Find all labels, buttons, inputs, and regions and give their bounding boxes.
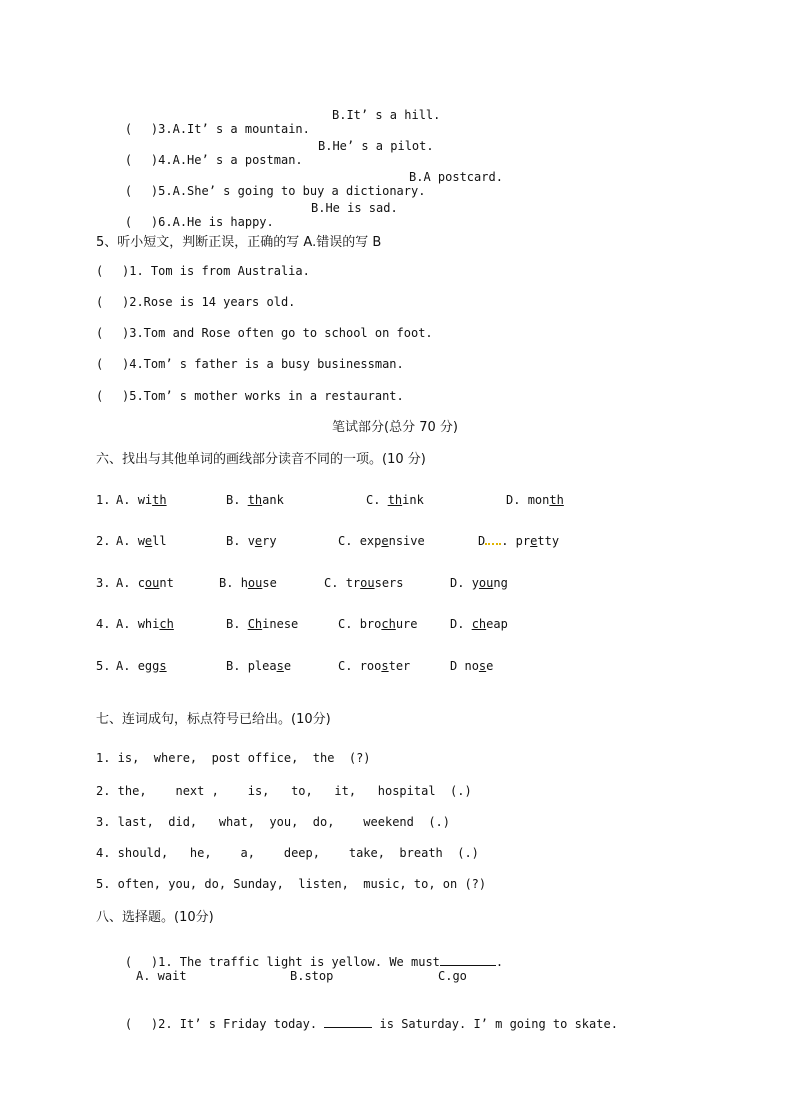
word-part: ank xyxy=(262,493,284,507)
option-letter: A. xyxy=(116,493,131,507)
option-letter: A. xyxy=(116,617,131,631)
word-part: sers xyxy=(374,576,404,590)
row-number: 2. xyxy=(96,534,111,548)
phonics-option xyxy=(450,576,508,590)
option-letter: D. xyxy=(450,576,465,590)
underlined-part: th xyxy=(549,493,564,507)
word-part: plea xyxy=(247,659,277,673)
question-punct: . xyxy=(495,955,504,969)
underlined-part: ou xyxy=(247,576,263,590)
true-false-item xyxy=(96,264,310,278)
option-b: B.It’ s a hill. xyxy=(332,108,441,122)
option-letter: D. xyxy=(506,493,521,507)
row-number: 3. xyxy=(96,576,111,590)
underlined-part: th xyxy=(247,493,263,507)
phonics-option xyxy=(226,659,291,673)
phonics-option xyxy=(219,576,277,590)
item-number: )3. xyxy=(150,122,173,136)
option-letter: A. xyxy=(116,534,131,548)
section-7-title: 七、连词成句，标点符号已给出。(10分) xyxy=(96,712,331,727)
row-number: 1. xyxy=(96,493,111,507)
option-letter: A. xyxy=(116,576,131,590)
underlined-part: e xyxy=(530,534,538,548)
true-false-item xyxy=(96,389,404,403)
underlined-part: e xyxy=(144,534,153,548)
option-letter: C. xyxy=(338,617,353,631)
phonics-option xyxy=(324,576,404,590)
word-part: c xyxy=(137,576,145,590)
option-a: A.It’ s a mountain. xyxy=(172,122,310,136)
underlined-part: s xyxy=(478,659,487,673)
word-part: ink xyxy=(402,493,424,507)
underlined-part: ch xyxy=(381,617,396,631)
phonics-option xyxy=(116,534,167,548)
answer-paren: ( xyxy=(124,184,133,198)
word-part: eap xyxy=(486,617,508,631)
option-letter: B. xyxy=(226,493,241,507)
option-letter: D. xyxy=(450,617,465,631)
word-part: roo xyxy=(359,659,382,673)
item-number: )4. xyxy=(150,153,173,167)
answer-paren: ( xyxy=(124,955,133,969)
word-part: exp xyxy=(359,534,382,548)
choice-question xyxy=(96,1002,618,1045)
phonics-option xyxy=(338,534,425,548)
phonics-option xyxy=(450,659,493,673)
item-text: )4.Tom’ s father is a busy businessman. xyxy=(122,357,404,371)
word-part: nsive xyxy=(388,534,425,548)
word-part: ll xyxy=(152,534,167,548)
phonics-option xyxy=(338,617,418,631)
underlined-part: e xyxy=(254,534,263,548)
sentence-item: 5. often, you, do, Sunday, listen, music, to, on (?) xyxy=(96,877,487,891)
option-letter: B. xyxy=(226,659,241,673)
underlined-part: ch xyxy=(159,617,174,631)
option-letter: C. xyxy=(366,493,381,507)
answer-paren: ( xyxy=(124,1017,133,1031)
word-part: bro xyxy=(359,617,382,631)
word-part: ry xyxy=(262,534,277,548)
answer-paren: ( xyxy=(96,389,104,403)
true-false-item xyxy=(96,357,404,371)
phonics-option xyxy=(226,617,298,631)
option-a: A. wait xyxy=(136,969,187,983)
true-false-item xyxy=(96,326,433,340)
phonics-option xyxy=(226,534,277,548)
option-letter: B. xyxy=(226,534,241,548)
item-number: )5. xyxy=(150,184,173,198)
item-number: )6. xyxy=(150,215,173,229)
phonics-option xyxy=(506,493,564,507)
option-a: A.She’ s going to buy a dictionary. xyxy=(172,184,426,198)
option-letter: C. xyxy=(338,534,353,548)
underlined-part: ch xyxy=(471,617,487,631)
phonics-option xyxy=(116,659,167,673)
underlined-part: ou xyxy=(478,576,494,590)
phonics-option xyxy=(226,493,284,507)
word-part: ure xyxy=(395,617,418,631)
answer-paren: ( xyxy=(96,326,104,340)
underlined-part: ou xyxy=(144,576,160,590)
underlined-part: s xyxy=(381,659,389,673)
option-a: A.He’ s a postman. xyxy=(172,153,303,167)
question-text: )1. The traffic light is yellow. We must xyxy=(150,955,440,969)
option-letter: C. xyxy=(324,576,339,590)
option-letter: C. xyxy=(338,659,353,673)
sentence-item: 1. is, where, post office, the (?) xyxy=(96,751,371,765)
phonics-option xyxy=(116,493,167,507)
underlined-part: e xyxy=(381,534,389,548)
phonics-option xyxy=(116,576,174,590)
item-text: )1. Tom is from Australia. xyxy=(122,264,310,278)
underlined-part: ou xyxy=(360,576,375,590)
sentence-item: 3. last, did, what, you, do, weekend (.) xyxy=(96,815,451,829)
answer-paren: ( xyxy=(96,264,104,278)
item-text: )3.Tom and Rose often go to school on foot. xyxy=(122,326,433,340)
option-letter: B. xyxy=(226,617,241,631)
word-part: w xyxy=(137,534,145,548)
word-part: tr xyxy=(345,576,361,590)
item-text: )2.Rose is 14 years old. xyxy=(122,295,296,309)
option-a: A.He is happy. xyxy=(172,215,274,229)
phonics-option xyxy=(366,493,424,507)
word-part: whi xyxy=(137,617,160,631)
written-part-header: 笔试部分(总分 70 分) xyxy=(332,420,458,435)
sentence-item: 2. the, next , is, to, it, hospital (.) xyxy=(96,784,472,798)
word-part: tty xyxy=(537,534,560,548)
row-number: 4. xyxy=(96,617,111,631)
word-part: h xyxy=(240,576,248,590)
option-b: B.A postcard. xyxy=(409,170,503,184)
option-letter: B. xyxy=(219,576,234,590)
answer-blank[interactable] xyxy=(440,954,496,966)
word-part: se xyxy=(262,576,277,590)
true-false-item xyxy=(96,295,295,309)
underlined-part: s xyxy=(159,659,167,673)
section-6-title: 六、找出与其他单词的画线部分读音不同的一项。(10 分) xyxy=(96,452,426,467)
row-number: 5. xyxy=(96,659,111,673)
word-part: ter xyxy=(388,659,411,673)
word-part: . pr xyxy=(501,534,531,548)
word-part: y xyxy=(471,576,479,590)
question-text-end: is Saturday. I’ m going to skate. xyxy=(372,1017,618,1031)
underlined-part: s xyxy=(276,659,284,673)
section-8-title: 八、选择题。(10分) xyxy=(96,910,214,925)
phonics-option xyxy=(478,534,559,548)
answer-paren: ( xyxy=(124,122,133,136)
word-part: egg xyxy=(137,659,160,673)
highlight-mark xyxy=(485,535,501,545)
word-part: e xyxy=(283,659,292,673)
item-text: )5.Tom’ s mother works in a restaurant. xyxy=(122,389,404,403)
section-5-title: 5、听小短文，判断正误，正确的写 A.错误的写 B xyxy=(96,235,382,250)
option-b: B.stop xyxy=(290,969,334,983)
word-part: v xyxy=(247,534,255,548)
phonics-option xyxy=(338,659,410,673)
question-text: )2. It’ s Friday today. xyxy=(150,1017,325,1031)
phonics-option xyxy=(450,617,508,631)
option-letter: A. xyxy=(116,659,131,673)
answer-paren: ( xyxy=(124,215,133,229)
option-c: C.go xyxy=(438,969,467,983)
word-part: inese xyxy=(262,617,299,631)
underlined-part: th xyxy=(152,493,167,507)
sentence-item: 4. should, he, a, deep, take, breath (.) xyxy=(96,846,479,860)
word-part: nt xyxy=(159,576,174,590)
word-part: wi xyxy=(137,493,153,507)
word-part: ng xyxy=(493,576,508,590)
underlined-part: th xyxy=(387,493,403,507)
phonics-option xyxy=(116,617,174,631)
option-b: B.He is sad. xyxy=(311,201,398,215)
answer-paren: ( xyxy=(96,357,104,371)
underlined-part: Ch xyxy=(247,617,263,631)
word-part: e xyxy=(486,659,494,673)
option-letter: D xyxy=(478,534,486,548)
option-b: B.He’ s a pilot. xyxy=(318,139,434,153)
answer-blank[interactable] xyxy=(324,1016,372,1028)
answer-paren: ( xyxy=(96,295,104,309)
option-letter: D xyxy=(450,659,458,673)
word-part: mon xyxy=(527,493,550,507)
word-part: no xyxy=(464,659,479,673)
answer-paren: ( xyxy=(124,153,133,167)
